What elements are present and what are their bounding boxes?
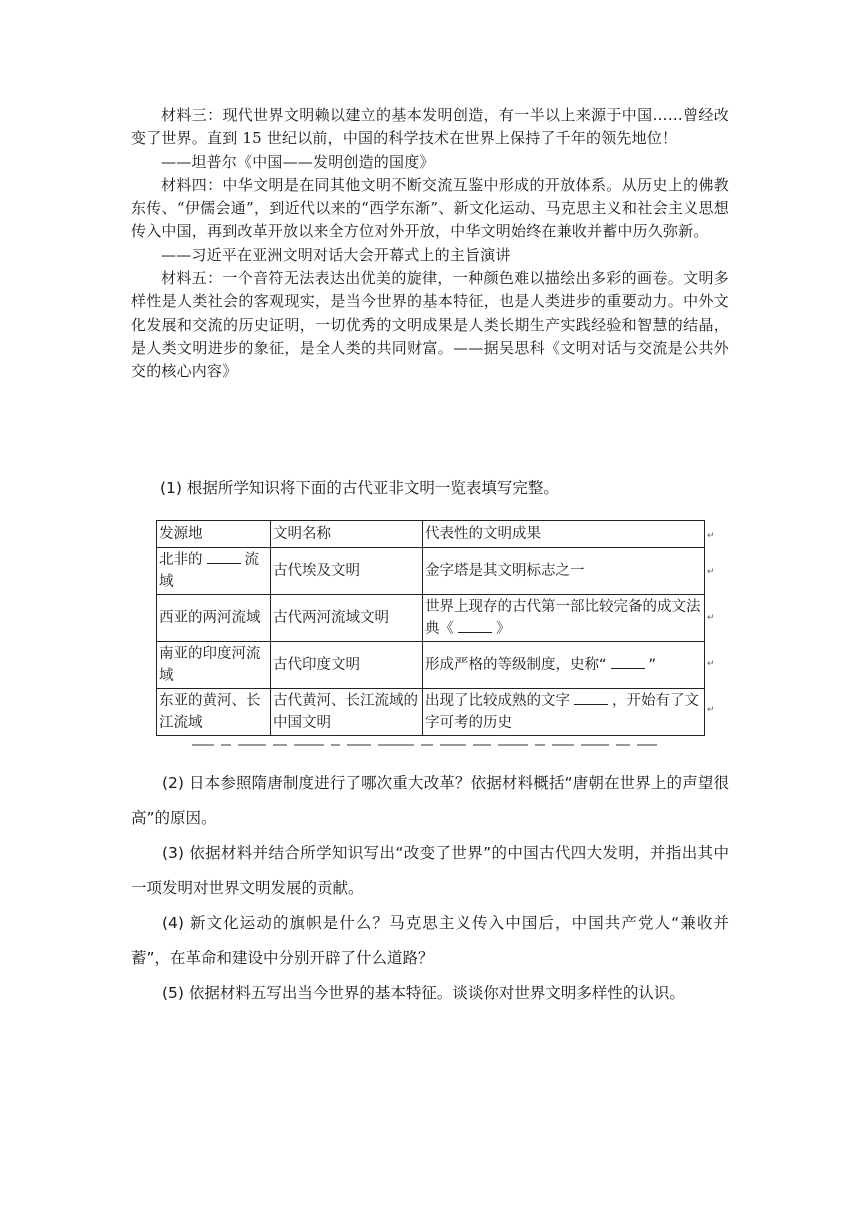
question-5: (5) 依据材料五写出当今世界的基本特征。谈谈你对世界文明多样性的认识。 [162, 984, 685, 1002]
question-2: (2) 日本参照隋唐制度进行了哪次重大改革？依据材料概括“唐朝在世界上的声望很高”的原因。 [131, 774, 729, 827]
table-row [157, 642, 705, 689]
question-1: (1) 根据所学知识将下面的古代亚非文明一览表填写完整。 [160, 479, 559, 497]
answer-blank[interactable] [458, 619, 492, 633]
table-header-row [157, 521, 705, 548]
cell-origin: 南亚的印度河流域 [157, 642, 271, 689]
cell-name: 古代两河流域文明 [271, 595, 423, 642]
cell-achievement: 出现了比较成熟的文字 ，开始有了文字可考的历史 [423, 689, 705, 736]
material-5-text: 材料五：一个音符无法表达出优美的旋律，一种颜色难以描绘出多彩的画卷。文明多样性是人类社会的客观现实，是当今世界的基本特征，也是人类进步的重要动力。中外文化发展和交流的历史证明，一切优秀的文明成果是人类长期生产实践经验和智慧的结晶，是人类文明进步的象征，是全人类的共同财富。——据吴思科《文明对话与交流是公共外交的核心内容》 [131, 269, 729, 381]
table-row [157, 595, 705, 642]
cell-origin: 北非的 流域 [157, 548, 271, 595]
answer-blank[interactable] [611, 655, 645, 669]
cell-name: 古代埃及文明 [271, 548, 423, 595]
material-3-source: ——坦普尔《中国——发明创造的国度》 [161, 152, 435, 171]
cell-achievement: 金字塔是其文明标志之一 [423, 548, 705, 595]
header-name: 文明名称 [271, 521, 423, 548]
materials-block [131, 104, 729, 384]
cell-name: 古代黄河、长江流域的中国文明 [271, 689, 423, 736]
answer-blank[interactable] [574, 691, 608, 705]
material-4-text: 材料四：中华文明是在同其他文明不断交流互鉴中形成的开放体系。从历史上的佛教东传、“伊儒会通”，到近代以来的“西学东渐”、新文化运动、马克思主义和社会主义思想传入中国，再到改革开放以来全方位对外开放，中华文明始终在兼收并蓄中历久弥新。 [131, 175, 729, 241]
header-origin: 发源地 [157, 521, 271, 548]
cell-origin: 东亚的黄河、长江流域 [157, 689, 271, 736]
question-4: (4) 新文化运动的旗帜是什么？马克思主义传入中国后，中国共产党人“兼收并蓄”，在革命和建设中分别开辟了什么道路？ [131, 914, 729, 967]
civilization-table [156, 520, 705, 736]
return-mark-icon: ↵ [707, 658, 715, 668]
answer-blank[interactable] [207, 550, 241, 564]
header-achievement: 代表性的文明成果 [423, 521, 705, 548]
questions-block [131, 766, 729, 1011]
cell-achievement: 形成严格的等级制度，史称“ ” [423, 642, 705, 689]
cell-origin: 西亚的两河流域 [157, 595, 271, 642]
cell-name: 古代印度文明 [271, 642, 423, 689]
return-mark-icon: ↵ [707, 704, 715, 714]
cut-off-text-line [192, 744, 708, 748]
return-mark-icon: ↵ [707, 612, 715, 622]
table-row [157, 689, 705, 736]
question-3: (3) 依据材料并结合所学知识写出“改变了世界”的中国古代四大发明，并指出其中一项发明对世界文明发展的贡献。 [131, 844, 729, 897]
return-mark-icon: ↵ [707, 566, 715, 576]
return-mark-icon: ↵ [707, 530, 715, 540]
cell-achievement: 世界上现存的古代第一部比较完备的成文法典《 》 [423, 595, 705, 642]
material-3-text: 材料三：现代世界文明赖以建立的基本发明创造，有一半以上来源于中国……曾经改变了世界。直到 15 世纪以前，中国的科学技术在世界上保持了千年的领先地位！ [131, 106, 729, 148]
material-4-source: ——习近平在亚洲文明对话大会开幕式上的主旨演讲 [161, 245, 511, 264]
table-row [157, 548, 705, 595]
